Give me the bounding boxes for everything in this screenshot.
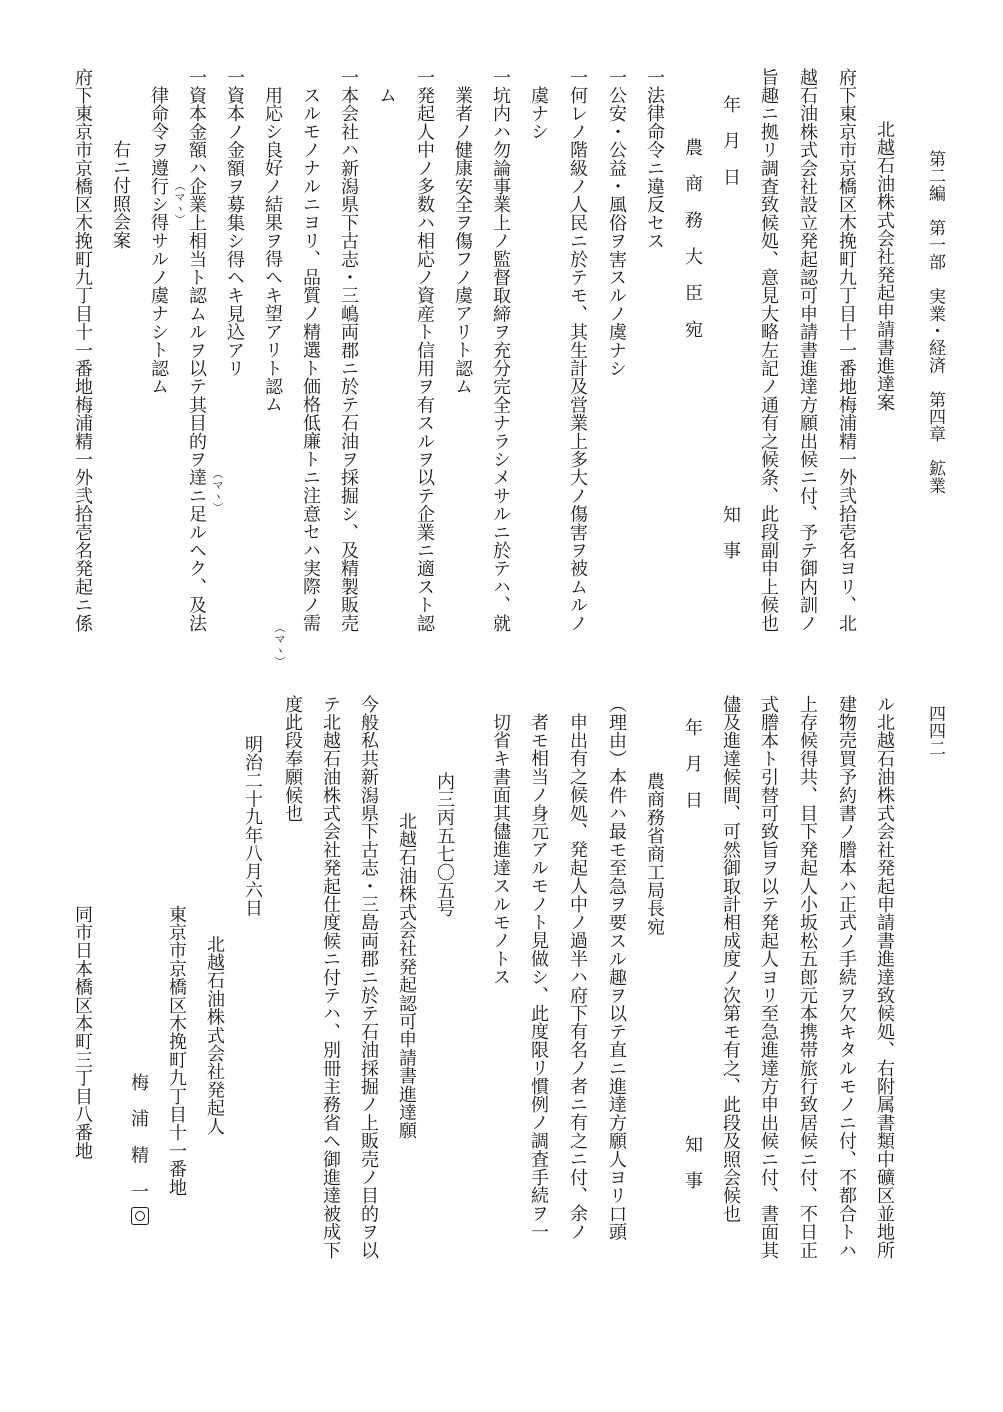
upper-item-3-cont: 虞ナシ: [528, 86, 549, 141]
inquiry-heading: 右ニ付照会案: [110, 140, 131, 250]
lower-continuation-2: 建物売買予約書ノ謄本ハ正式ノ手続ヲ欠キタルモノニ付、不都合トハ: [836, 695, 857, 1260]
reason-line-4: 切省キ書面其儘進達スルモノトス: [490, 713, 511, 986]
upper-item-8-cont: 律命令ヲ遵行シ得サルノ虞ナシト認ム: [148, 86, 169, 396]
upper-body-line-2: 越石油株式会社設立発起認可申請書進達方願出候ニ付、予テ御内訓ノ: [797, 68, 818, 633]
annotation-mama-1: （マヽ）: [273, 622, 286, 667]
reason-line-3: 者モ相当ノ身元アルモノト見做シ、此度限リ慣例ノ調査手続ヲ一: [528, 713, 549, 1241]
upper-item-6-cont-2: 用応シ良好ノ結果ヲ得ヘキ望アリト認ム: [262, 86, 283, 414]
petition-date: 明治二十九年八月六日: [242, 735, 263, 917]
upper-item-3: 一何レノ階級ノ人民ニ於テモ、其生計及営業上多大ノ傷害ヲ被ムルノ: [567, 68, 588, 633]
lower-governor: 知 事: [682, 1135, 703, 1190]
upper-item-6-cont-1: スルモノナルニヨリ、品質ノ精選ト価格低廉トニ注意セハ実際ノ需: [300, 86, 321, 632]
lower-continuation-1: ル北越石油株式会社発起申請書進達致候処、右附属書類中礦区並地所: [874, 695, 895, 1260]
upper-heading: 北越石油株式会社発起申請書進達案: [874, 120, 895, 412]
inquiry-first-line: 府下東京市京橋区木挽町九丁目十一番地梅浦精一外弐拾壱名発起ニ係: [72, 68, 93, 633]
signatory-address-1: 東京市京橋区木挽町九丁目十一番地: [166, 905, 187, 1197]
upper-item-4: 一坑内ハ勿論事業上ノ監督取締ヲ充分完全ナラシメサルニ於テハ、就: [490, 68, 511, 633]
upper-governor: 知 事: [720, 505, 741, 560]
upper-item-5: 一発起人中ノ多数ハ相応ノ資産ト信用ヲ有スルヲ以テ企業ニ適スト認: [414, 68, 435, 633]
petition-body-2: テ北越石油株式会社発起仕度候ニ付テハ、別冊主務省ヘ御進達被成下: [320, 695, 341, 1260]
upper-item-5-cont: ム: [376, 86, 397, 105]
upper-addressee: 農 商 務 大 臣 宛: [682, 138, 703, 339]
upper-item-7: 一資本ノ金額ヲ募集シ得ヘキ見込アリ: [224, 68, 245, 378]
lower-addressee: 農商務省商工局長宛: [644, 772, 665, 936]
seal-stamp: [131, 1207, 149, 1225]
document-number: 内三丙五七〇五号: [434, 772, 455, 918]
reason-line-1: （理由）本件ハ最モ至急ヲ要スル趣ヲ以テ直ニ進達方願人ヨリ口頭: [606, 695, 627, 1241]
lower-date-line: 年 月 日: [682, 718, 703, 809]
upper-item-1: 一法律命令ニ違反セス: [644, 68, 665, 250]
upper-body-line-1: 府下東京市京橋区木挽町九丁目十一番地梅浦精一外弐拾壱名ヨリ、北: [836, 68, 857, 633]
signatory-name: 梅 浦 精 一: [128, 1073, 149, 1201]
lower-continuation-5: 儘及進達候間、可然御取計相成度ノ次第モ有之、此段及照会候也: [720, 695, 741, 1223]
annotation-mama-3: （マヽ）: [173, 180, 186, 225]
reason-line-2: 申出有之候処、発起人中ノ過半ハ府下有名ノ者ニ有之ニ付、余ノ: [567, 713, 588, 1241]
page-number: 四四二: [925, 705, 945, 757]
lower-continuation-4: 式謄本ト引替可致旨ヲ以テ発起人ヨリ至急進達方申出候ニ付、書面其: [758, 695, 779, 1260]
upper-item-8: 一資本金額ハ企業上相当ト認ムルヲ以テ其目的ヲ達ニ足ルヘク、及法: [186, 68, 207, 633]
upper-item-6: 一本会社ハ新潟県下古志・三嶋両郡ニ於テ石油ヲ採掘シ、及精製販売: [338, 68, 359, 633]
petition-body-1: 今般私共新潟県下古志・三島両郡ニ於テ石油採掘ノ上販売ノ目的ヲ以: [358, 695, 379, 1260]
running-title: 第二編 第一部 実業・経済 第四章 鉱業: [925, 150, 945, 494]
signatory-title: 北越石油株式会社発起人: [204, 935, 225, 1136]
signatory-address-2: 同市日本橋区本町三丁目八番地: [72, 905, 93, 1160]
annotation-mama-2: （マヽ）: [211, 468, 224, 513]
upper-item-4-cont: 業者ノ健康安全ヲ傷フノ虞アリト認ム: [452, 86, 473, 396]
petition-heading: 北越石油株式会社発起認可申請書進達願: [396, 812, 417, 1140]
upper-date-line: 年 月 日: [720, 95, 741, 186]
upper-body-line-3: 旨趣ニ拠リ調査致候処、意見大略左記ノ通有之候条、此段副申上候也: [758, 68, 779, 633]
upper-item-2: 一公安・公益・風俗ヲ害スルノ虞ナシ: [606, 68, 627, 378]
petition-body-3: 度此段奉願候也: [282, 695, 303, 823]
lower-continuation-3: 上存候得共、目下発起人小坂松五郎元本携帯旅行致居候ニ付、不日正: [797, 695, 818, 1260]
